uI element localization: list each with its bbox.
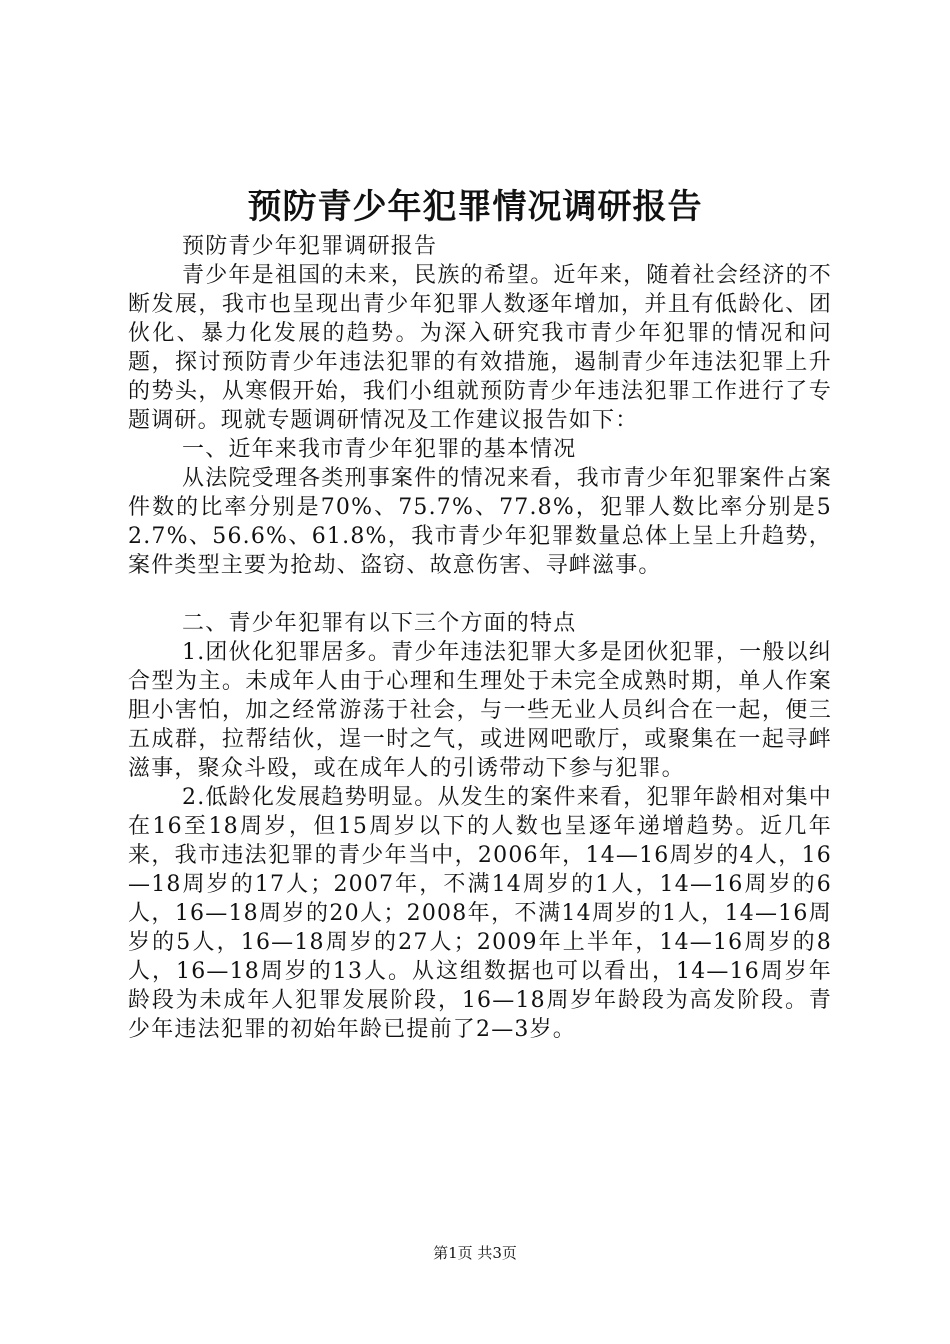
section-heading-1: 一、近年来我市青少年犯罪的基本情况: [182, 437, 577, 462]
feature-paragraph-2: 2.低龄化发展趋势明显。从发生的案件来看，犯罪年龄相对集中在16至18周岁，但15周岁以下的人数也呈逐年递增趋势。近几年来，我市违法犯罪的青少年当中，2006年，14—16周岁的4人，16—18周岁的17人；2007年，不满14周岁的1人，14—16周岁的6人，16—18周岁的20人；2008年，不满14周岁的1人，14—16周岁的5人，16—18周岁的27人；2009年上半年，14—16周岁的8人，16—18周岁的13人。从这组数据也可以看出，14—16周岁年龄段为未成年人犯罪发展阶段，16—18周岁年龄段为高发阶段。青少年违法犯罪的初始年龄已提前了2—3岁。: [128, 785, 832, 1042]
document-title: 预防青少年犯罪情况调研报告: [247, 187, 703, 227]
section-heading-2: 二、青少年犯罪有以下三个方面的特点: [182, 611, 577, 636]
statistics-paragraph: 从法院受理各类刑事案件的情况来看，我市青少年犯罪案件占案件数的比率分别是70%、75.7%、77.8%，犯罪人数比率分别是52.7%、56.6%、61.8%，我市青少年犯罪数量总体上呈上升趋势，案件类型主要为抢劫、盗窃、故意伤害、寻衅滋事。: [128, 466, 832, 578]
document-body: [128, 232, 832, 1044]
feature-paragraph-1: 1.团伙化犯罪居多。青少年违法犯罪大多是团伙犯罪，一般以纠合型为主。未成年人由于心理和生理处于未完全成熟时期，单人作案胆小害怕，加之经常游荡于社会，与一些无业人员纠合在一起，便三五成群，拉帮结伙，逞一时之气，或进网吧歌厅，或聚集在一起寻衅滋事，聚众斗殴，或在成年人的引诱带动下参与犯罪。: [128, 640, 832, 781]
intro-paragraph: 青少年是祖国的未来，民族的希望。近年来，随着社会经济的不断发展，我市也呈现出青少年犯罪人数逐年增加，并且有低龄化、团伙化、暴力化发展的趋势。为深入研究我市青少年犯罪的情况和问题，探讨预防青少年违法犯罪的有效措施，遏制青少年违法犯罪上升的势头，从寒假开始，我们小组就预防青少年违法犯罪工作进行了专题调研。现就专题调研情况及工作建议报告如下：: [128, 263, 832, 433]
page-number-footer: 第1页 共3页: [433, 1244, 517, 1262]
subtitle-paragraph: 预防青少年犯罪调研报告: [182, 234, 438, 259]
